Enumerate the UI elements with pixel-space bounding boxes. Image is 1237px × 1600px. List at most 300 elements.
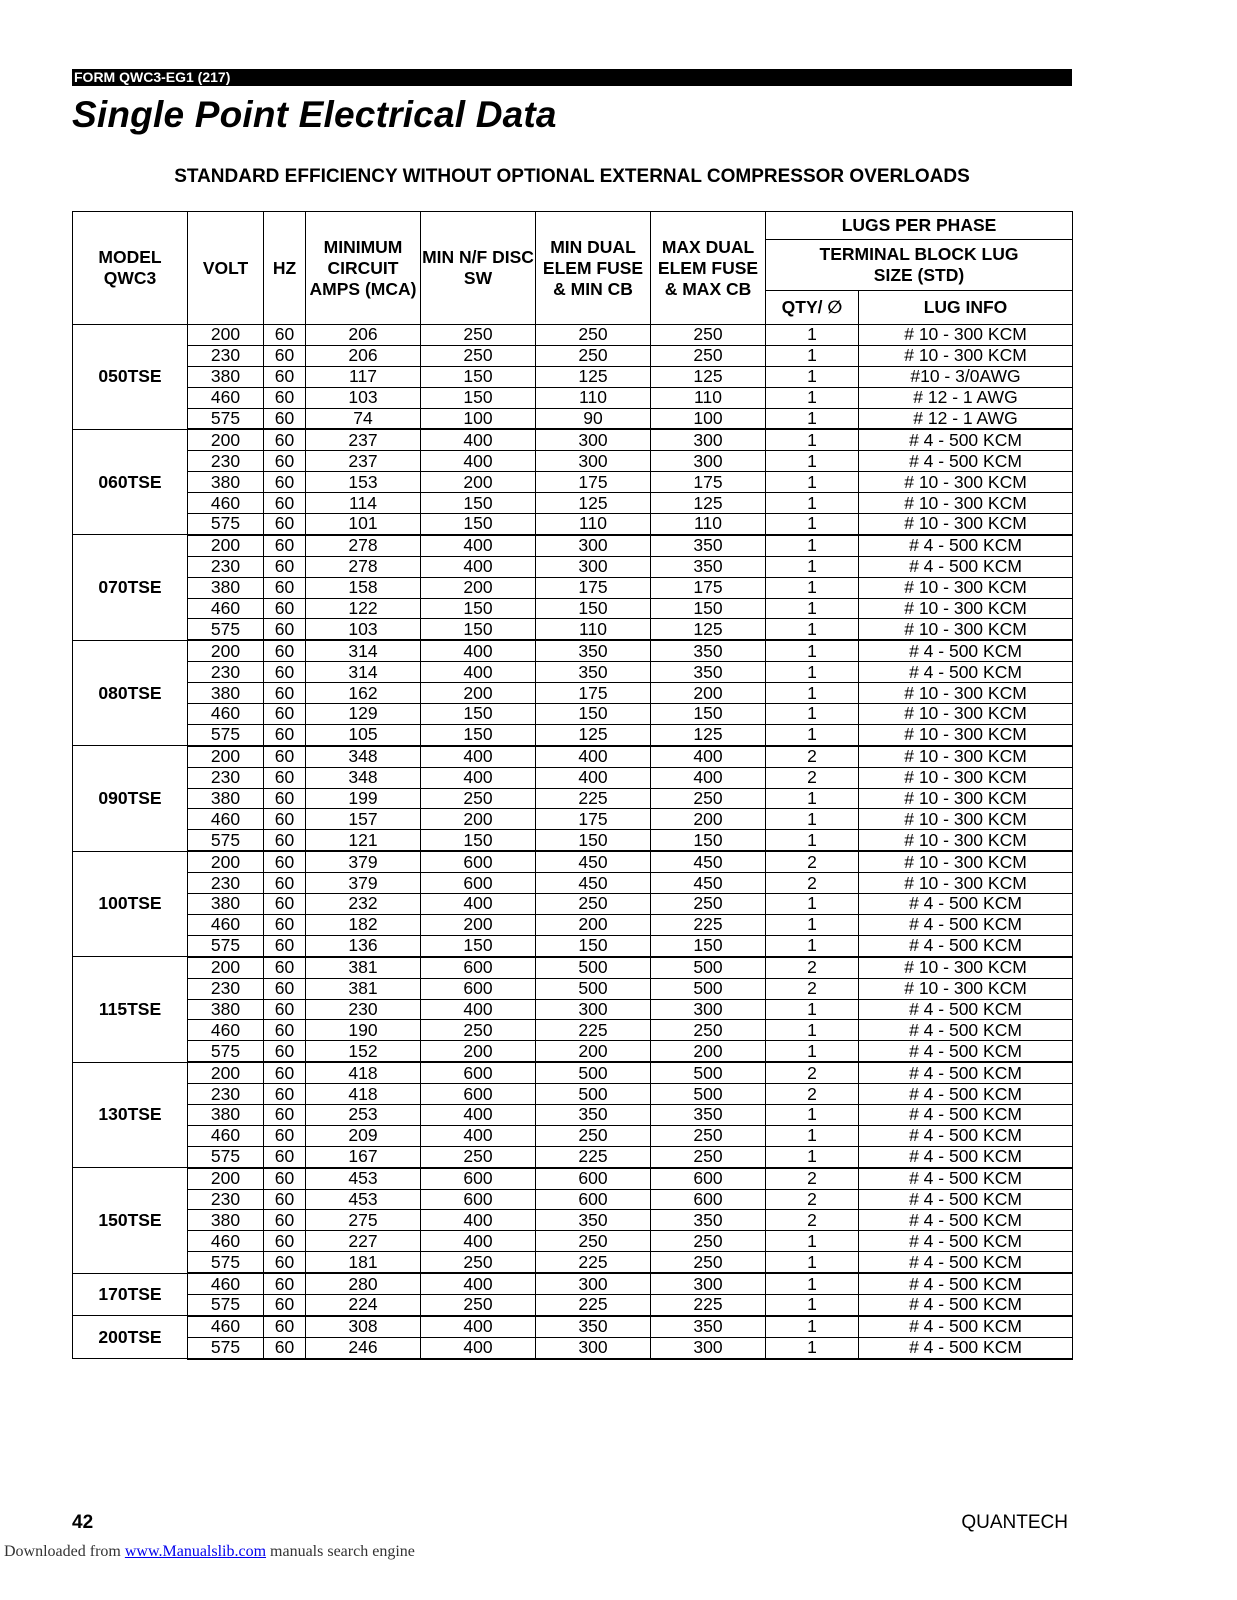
hz-cell: 60 [264,429,306,450]
lug-info-cell: # 4 - 500 KCM [859,662,1073,683]
max-fuse-cell: 110 [651,387,766,408]
max-fuse-cell: 600 [651,1168,766,1189]
disc-cell: 250 [421,325,536,346]
disc-cell: 400 [421,662,536,683]
volt-cell: 380 [188,1210,264,1231]
disc-cell: 250 [421,1146,536,1167]
qty-cell: 2 [766,746,859,767]
qty-cell: 1 [766,999,859,1020]
volt-cell: 380 [188,788,264,809]
table-row [73,724,1073,745]
table-row [73,1210,1073,1231]
table-row [73,830,1073,851]
qty-cell: 1 [766,535,859,556]
disc-cell: 150 [421,387,536,408]
hz-cell: 60 [264,387,306,408]
lug-info-cell: # 4 - 500 KCM [859,1189,1073,1210]
lug-info-cell: # 10 - 300 KCM [859,598,1073,619]
max-fuse-cell: 200 [651,683,766,704]
table-row [73,1316,1073,1337]
hz-cell: 60 [264,598,306,619]
disc-cell: 200 [421,809,536,830]
download-notice [4,1543,415,1561]
qty-cell: 2 [766,957,859,978]
lug-info-cell: # 10 - 300 KCM [859,619,1073,640]
mca-cell: 230 [306,999,421,1020]
max-fuse-cell: 125 [651,366,766,387]
qty-cell: 1 [766,387,859,408]
max-fuse-cell: 350 [651,1104,766,1125]
form-code-bar [72,69,1072,86]
min-fuse-cell: 600 [536,1189,651,1210]
disc-cell: 150 [421,493,536,514]
min-fuse-cell: 300 [536,556,651,577]
hz-cell: 60 [264,1252,306,1273]
table-row [73,683,1073,704]
min-fuse-cell: 125 [536,724,651,745]
min-fuse-cell: 200 [536,914,651,935]
volt-cell: 460 [188,1020,264,1041]
qty-cell: 1 [766,451,859,472]
mca-cell: 379 [306,851,421,872]
max-fuse-cell: 500 [651,1062,766,1083]
disc-cell: 200 [421,472,536,493]
qty-cell: 1 [766,598,859,619]
volt-cell: 230 [188,345,264,366]
volt-cell: 230 [188,556,264,577]
mca-cell: 162 [306,683,421,704]
disc-cell: 150 [421,619,536,640]
disc-cell: 600 [421,1062,536,1083]
qty-cell: 1 [766,914,859,935]
table-row [73,894,1073,915]
max-fuse-cell: 350 [651,662,766,683]
volt-cell: 575 [188,935,264,956]
volt-cell: 230 [188,1189,264,1210]
max-fuse-cell: 125 [651,619,766,640]
lug-info-cell: # 4 - 500 KCM [859,1252,1073,1273]
max-fuse-cell: 350 [651,640,766,661]
hz-cell: 60 [264,1125,306,1146]
disc-cell: 400 [421,1273,536,1294]
mca-cell: 129 [306,704,421,725]
lug-info-cell: # 4 - 500 KCM [859,1168,1073,1189]
lug-info-cell: # 4 - 500 KCM [859,1294,1073,1315]
volt-cell: 380 [188,472,264,493]
lug-info-cell: # 12 - 1 AWG [859,387,1073,408]
hz-cell: 60 [264,957,306,978]
volt-cell: 460 [188,1316,264,1337]
lug-info-cell: # 4 - 500 KCM [859,914,1073,935]
min-fuse-cell: 175 [536,683,651,704]
min-fuse-cell: 250 [536,325,651,346]
max-fuse-cell: 350 [651,1316,766,1337]
disc-cell: 150 [421,724,536,745]
volt-cell: 575 [188,408,264,429]
lug-info-cell: # 10 - 300 KCM [859,978,1073,999]
lug-info-cell: # 4 - 500 KCM [859,999,1073,1020]
hz-cell: 60 [264,472,306,493]
max-fuse-cell: 300 [651,999,766,1020]
table-row [73,1084,1073,1105]
min-fuse-cell: 500 [536,978,651,999]
table-row [73,767,1073,788]
table-row [73,873,1073,894]
mca-cell: 206 [306,325,421,346]
qty-cell: 1 [766,1104,859,1125]
lug-info-cell: # 10 - 300 KCM [859,873,1073,894]
hz-cell: 60 [264,1316,306,1337]
disc-cell: 600 [421,851,536,872]
qty-cell: 1 [766,345,859,366]
hz-cell: 60 [264,451,306,472]
disc-cell: 600 [421,1189,536,1210]
min-fuse-cell: 500 [536,1062,651,1083]
disc-cell: 400 [421,1231,536,1252]
hz-cell: 60 [264,724,306,745]
hz-cell: 60 [264,704,306,725]
max-fuse-cell: 225 [651,914,766,935]
table-row [73,325,1073,346]
max-fuse-cell: 350 [651,535,766,556]
disc-cell: 400 [421,746,536,767]
mca-cell: 190 [306,1020,421,1041]
lug-info-cell: # 10 - 300 KCM [859,957,1073,978]
lug-info-cell: # 10 - 300 KCM [859,577,1073,598]
qty-cell: 1 [766,1146,859,1167]
max-fuse-cell: 350 [651,556,766,577]
disc-cell: 200 [421,1041,536,1062]
lug-info-cell: #10 - 3/0AWG [859,366,1073,387]
mca-cell: 453 [306,1189,421,1210]
volt-cell: 575 [188,619,264,640]
mca-cell: 74 [306,408,421,429]
mca-cell: 237 [306,451,421,472]
mca-cell: 105 [306,724,421,745]
volt-cell: 575 [188,1252,264,1273]
lug-info-cell: # 4 - 500 KCM [859,935,1073,956]
max-fuse-cell: 200 [651,809,766,830]
qty-cell: 1 [766,788,859,809]
disc-cell: 200 [421,577,536,598]
max-fuse-cell: 250 [651,1146,766,1167]
table-row [73,472,1073,493]
disc-cell: 400 [421,556,536,577]
min-fuse-cell: 350 [536,662,651,683]
volt-cell: 460 [188,1231,264,1252]
table-row [73,619,1073,640]
table-row [73,493,1073,514]
disc-cell: 250 [421,345,536,366]
max-fuse-cell: 300 [651,451,766,472]
volt-cell: 230 [188,978,264,999]
volt-cell: 230 [188,451,264,472]
disc-cell: 400 [421,1337,536,1358]
mca-cell: 381 [306,957,421,978]
model-cell: 150TSE [73,1168,188,1273]
hz-cell: 60 [264,873,306,894]
volt-cell: 575 [188,830,264,851]
min-fuse-cell: 500 [536,957,651,978]
hz-cell: 60 [264,914,306,935]
lug-info-cell: # 4 - 500 KCM [859,1084,1073,1105]
volt-cell: 460 [188,387,264,408]
max-fuse-cell: 200 [651,1041,766,1062]
qty-cell: 1 [766,935,859,956]
qty-cell: 1 [766,472,859,493]
qty-cell: 1 [766,662,859,683]
max-fuse-cell: 300 [651,1337,766,1358]
table-row [73,1020,1073,1041]
table-row [73,1168,1073,1189]
max-fuse-cell: 250 [651,788,766,809]
lug-info-cell: # 4 - 500 KCM [859,894,1073,915]
mca-cell: 280 [306,1273,421,1294]
min-fuse-cell: 110 [536,619,651,640]
max-fuse-cell: 300 [651,429,766,450]
max-fuse-cell: 150 [651,704,766,725]
lug-info-cell: # 10 - 300 KCM [859,493,1073,514]
volt-cell: 200 [188,957,264,978]
lug-info-cell: # 10 - 300 KCM [859,704,1073,725]
col-header-qty: QTY/ ∅ [766,291,859,325]
lug-info-cell: # 4 - 500 KCM [859,1316,1073,1337]
qty-cell: 2 [766,978,859,999]
volt-cell: 460 [188,1125,264,1146]
hz-cell: 60 [264,767,306,788]
lug-info-cell: # 12 - 1 AWG [859,408,1073,429]
volt-cell: 230 [188,767,264,788]
hz-cell: 60 [264,1168,306,1189]
lug-info-cell: # 4 - 500 KCM [859,429,1073,450]
mca-cell: 153 [306,472,421,493]
table-row [73,598,1073,619]
min-fuse-cell: 250 [536,894,651,915]
mca-cell: 348 [306,746,421,767]
mca-cell: 224 [306,1294,421,1315]
qty-cell: 1 [766,830,859,851]
volt-cell: 460 [188,809,264,830]
table-row [73,914,1073,935]
hz-cell: 60 [264,683,306,704]
model-cell: 080TSE [73,640,188,745]
mca-cell: 278 [306,556,421,577]
lug-info-cell: # 4 - 500 KCM [859,556,1073,577]
min-fuse-cell: 250 [536,1125,651,1146]
hz-cell: 60 [264,535,306,556]
volt-cell: 200 [188,746,264,767]
disc-cell: 400 [421,451,536,472]
lug-info-cell: # 4 - 500 KCM [859,1210,1073,1231]
min-fuse-cell: 450 [536,851,651,872]
table-row [73,662,1073,683]
max-fuse-cell: 175 [651,472,766,493]
page-number: 42 [72,1512,94,1533]
table-row [73,577,1073,598]
qty-cell: 1 [766,1316,859,1337]
lug-info-cell: # 10 - 300 KCM [859,809,1073,830]
qty-cell: 2 [766,1168,859,1189]
disc-cell: 400 [421,1125,536,1146]
max-fuse-cell: 150 [651,830,766,851]
hz-cell: 60 [264,345,306,366]
col-header-hz: HZ [264,212,306,325]
volt-cell: 575 [188,1294,264,1315]
disc-cell: 200 [421,683,536,704]
col-header-model: MODEL QWC3 [73,212,188,325]
table-row [73,999,1073,1020]
lug-info-cell: # 4 - 500 KCM [859,1020,1073,1041]
table-row [73,1231,1073,1252]
max-fuse-cell: 250 [651,894,766,915]
volt-cell: 575 [188,1041,264,1062]
disc-cell: 400 [421,999,536,1020]
hz-cell: 60 [264,999,306,1020]
volt-cell: 380 [188,683,264,704]
max-fuse-cell: 400 [651,767,766,788]
table-row [73,957,1073,978]
min-fuse-cell: 600 [536,1168,651,1189]
model-cell: 060TSE [73,429,188,534]
table-row [73,640,1073,661]
mca-cell: 246 [306,1337,421,1358]
volt-cell: 200 [188,429,264,450]
qty-cell: 1 [766,1273,859,1294]
min-fuse-cell: 250 [536,345,651,366]
disc-cell: 600 [421,1168,536,1189]
disc-cell: 400 [421,1210,536,1231]
disc-cell: 250 [421,788,536,809]
min-fuse-cell: 300 [536,999,651,1020]
min-fuse-cell: 150 [536,935,651,956]
disc-cell: 200 [421,914,536,935]
download-prefix: Downloaded from [4,1543,125,1560]
lug-info-cell: # 4 - 500 KCM [859,1337,1073,1358]
mca-cell: 122 [306,598,421,619]
lug-info-cell: # 4 - 500 KCM [859,640,1073,661]
mca-cell: 314 [306,662,421,683]
hz-cell: 60 [264,1020,306,1041]
max-fuse-cell: 250 [651,1020,766,1041]
min-fuse-cell: 300 [536,535,651,556]
model-cell: 090TSE [73,746,188,851]
disc-cell: 400 [421,640,536,661]
table-row [73,366,1073,387]
disc-cell: 400 [421,535,536,556]
col-header-mca: MINIMUM CIRCUIT AMPS (MCA) [306,212,421,325]
min-fuse-cell: 300 [536,1273,651,1294]
hz-cell: 60 [264,1231,306,1252]
lug-info-cell: # 10 - 300 KCM [859,830,1073,851]
electrical-data-table [72,211,1073,1360]
lug-info-cell: # 10 - 300 KCM [859,683,1073,704]
lug-info-cell: # 10 - 300 KCM [859,514,1073,535]
lug-info-cell: # 4 - 500 KCM [859,1273,1073,1294]
volt-cell: 575 [188,1146,264,1167]
min-fuse-cell: 150 [536,598,651,619]
disc-cell: 400 [421,1316,536,1337]
max-fuse-cell: 110 [651,514,766,535]
disc-cell: 150 [421,830,536,851]
min-fuse-cell: 300 [536,1337,651,1358]
table-row [73,1104,1073,1125]
model-cell: 070TSE [73,535,188,640]
table-title: STANDARD EFFICIENCY WITHOUT OPTIONAL EXTERNAL COMPRESSOR OVERLOADS [174,166,970,187]
hz-cell: 60 [264,640,306,661]
qty-cell: 1 [766,1337,859,1358]
table-row [73,978,1073,999]
qty-cell: 1 [766,366,859,387]
min-fuse-cell: 250 [536,1231,651,1252]
max-fuse-cell: 225 [651,1294,766,1315]
hz-cell: 60 [264,809,306,830]
manualslib-link[interactable]: www.Manualslib.com [124,1543,267,1560]
hz-cell: 60 [264,1273,306,1294]
hz-cell: 60 [264,662,306,683]
volt-cell: 380 [188,999,264,1020]
mca-cell: 278 [306,535,421,556]
volt-cell: 200 [188,535,264,556]
volt-cell: 200 [188,851,264,872]
table-row [73,746,1073,767]
qty-cell: 2 [766,873,859,894]
hz-cell: 60 [264,1210,306,1231]
col-header-terminal-block: TERMINAL BLOCK LUG SIZE (STD) [766,240,1073,291]
max-fuse-cell: 250 [651,1252,766,1273]
table-row [73,1189,1073,1210]
max-fuse-cell: 600 [651,1189,766,1210]
max-fuse-cell: 125 [651,493,766,514]
col-header-disc: MIN N/F DISC SW [421,212,536,325]
min-fuse-cell: 110 [536,514,651,535]
min-fuse-cell: 400 [536,767,651,788]
max-fuse-cell: 250 [651,1125,766,1146]
mca-cell: 182 [306,914,421,935]
qty-cell: 2 [766,1084,859,1105]
disc-cell: 150 [421,935,536,956]
min-fuse-cell: 125 [536,366,651,387]
hz-cell: 60 [264,1104,306,1125]
max-fuse-cell: 150 [651,935,766,956]
mca-cell: 227 [306,1231,421,1252]
volt-cell: 460 [188,914,264,935]
lug-info-cell: # 10 - 300 KCM [859,788,1073,809]
max-fuse-cell: 500 [651,957,766,978]
table-row [73,451,1073,472]
table-row [73,1273,1073,1294]
qty-cell: 1 [766,408,859,429]
qty-cell: 1 [766,619,859,640]
qty-cell: 1 [766,1020,859,1041]
disc-cell: 150 [421,704,536,725]
disc-cell: 250 [421,1252,536,1273]
qty-cell: 1 [766,1231,859,1252]
lug-info-cell: # 10 - 300 KCM [859,325,1073,346]
min-fuse-cell: 200 [536,1041,651,1062]
volt-cell: 200 [188,640,264,661]
disc-cell: 600 [421,873,536,894]
table-row [73,535,1073,556]
qty-cell: 1 [766,704,859,725]
lug-info-cell: # 10 - 300 KCM [859,746,1073,767]
mca-cell: 101 [306,514,421,535]
min-fuse-cell: 350 [536,1316,651,1337]
col-header-lug-info: LUG INFO [859,291,1073,325]
table-row [73,408,1073,429]
lug-info-cell: # 4 - 500 KCM [859,1062,1073,1083]
model-cell: 050TSE [73,325,188,430]
volt-cell: 380 [188,1104,264,1125]
